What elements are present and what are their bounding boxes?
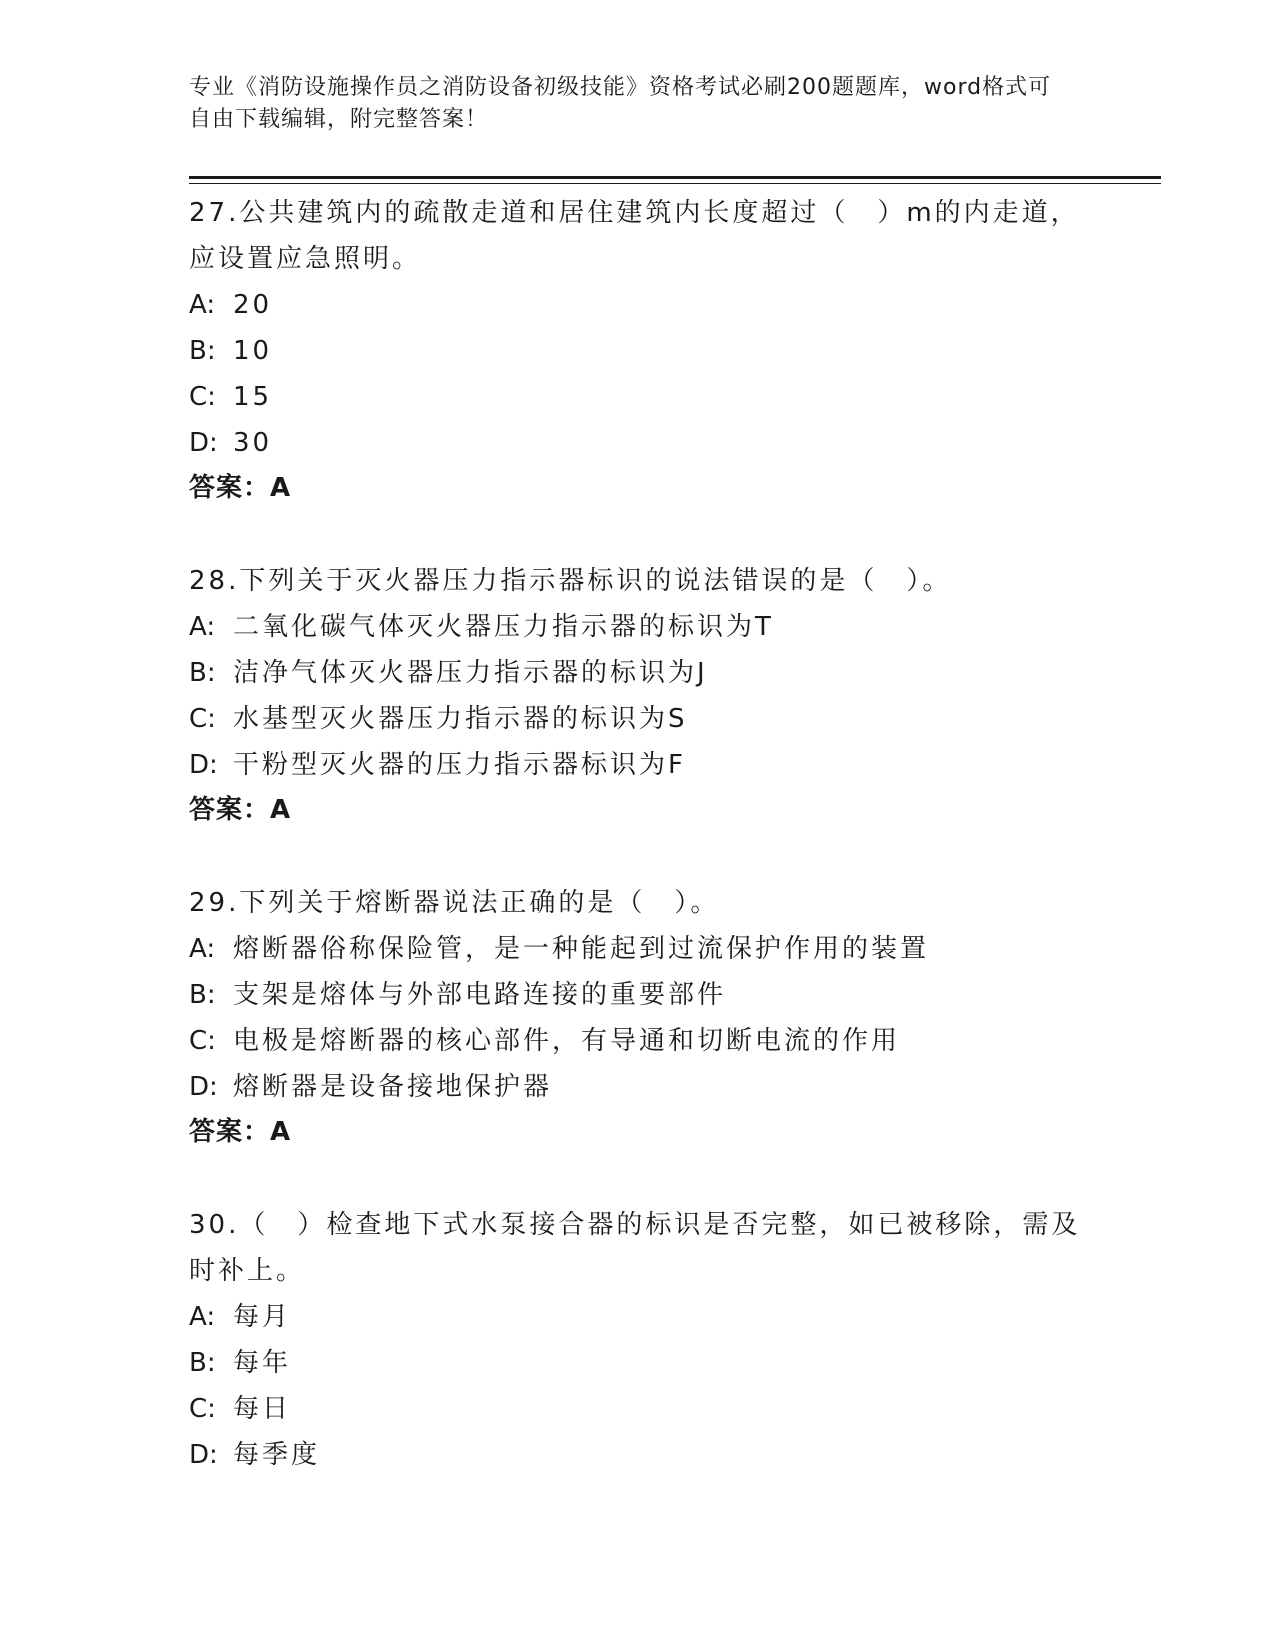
- option-a: [189, 282, 1089, 328]
- answer-label: 答案：A: [189, 795, 292, 825]
- option-a: [189, 604, 1089, 650]
- option-c: [189, 696, 1089, 742]
- header-divider-thick: [189, 176, 1161, 179]
- spacer: [189, 510, 1089, 558]
- option-text: 15: [233, 382, 273, 412]
- option-text: 熔断器是设备接地保护器: [233, 1072, 553, 1102]
- option-b: [189, 972, 1089, 1018]
- option-text: 10: [233, 336, 273, 366]
- option-a: [189, 926, 1089, 972]
- option-key: D:: [189, 428, 218, 458]
- option-text: 每年: [233, 1348, 292, 1378]
- option-key: C:: [189, 1026, 216, 1056]
- option-text: 洁净气体灭火器压力指示器的标识为J: [233, 658, 708, 688]
- option-key: D:: [189, 750, 218, 780]
- option-key: A:: [189, 934, 216, 964]
- option-text: 干粉型灭火器的压力指示器标识为F: [233, 750, 686, 780]
- option-d: [189, 420, 1089, 466]
- option-text: 电极是熔断器的核心部件，有导通和切断电流的作用: [233, 1026, 901, 1056]
- option-key: C:: [189, 382, 216, 412]
- option-key: A:: [189, 290, 216, 320]
- option-key: B:: [189, 658, 216, 688]
- option-key: A:: [189, 1302, 216, 1332]
- question-28: [189, 558, 1089, 832]
- option-d: [189, 1432, 1089, 1478]
- question-stem: 28.下列关于灭火器压力指示器标识的说法错误的是（ ）。: [189, 566, 952, 596]
- option-key: B:: [189, 336, 216, 366]
- option-a: [189, 1294, 1089, 1340]
- spacer: [189, 1154, 1089, 1202]
- option-key: B:: [189, 980, 216, 1010]
- question-27: [189, 190, 1089, 510]
- option-key: A:: [189, 612, 216, 642]
- option-text: 水基型灭火器压力指示器的标识为S: [233, 704, 688, 734]
- option-text: 每月: [233, 1302, 292, 1332]
- question-stem: 30.（ ）检查地下式水泵接合器的标识是否完整，如已被移除，需及时补上。: [189, 1210, 1081, 1286]
- page-header: 专业《消防设施操作员之消防设备初级技能》资格考试必刷200题题库，word格式可自由下载编辑，附完整答案！: [189, 75, 1052, 132]
- option-c: [189, 1386, 1089, 1432]
- spacer: [189, 832, 1089, 880]
- option-b: [189, 1340, 1089, 1386]
- option-b: [189, 650, 1089, 696]
- option-text: 熔断器俗称保险管，是一种能起到过流保护作用的装置: [233, 934, 930, 964]
- question-stem: 29.下列关于熔断器说法正确的是（ ）。: [189, 888, 720, 918]
- header-divider-thin: [189, 183, 1161, 184]
- option-text: 二氧化碳气体灭火器压力指示器的标识为T: [233, 612, 774, 642]
- option-b: [189, 328, 1089, 374]
- option-text: 支架是熔体与外部电路连接的重要部件: [233, 980, 727, 1010]
- question-list: [189, 190, 1089, 1478]
- option-d: [189, 1064, 1089, 1110]
- question-30: [189, 1202, 1089, 1478]
- option-c: [189, 1018, 1089, 1064]
- option-key: D:: [189, 1440, 218, 1470]
- question-29: [189, 880, 1089, 1154]
- answer-label: 答案：A: [189, 473, 292, 503]
- option-d: [189, 742, 1089, 788]
- option-key: C:: [189, 704, 216, 734]
- option-text: 每季度: [233, 1440, 321, 1470]
- option-key: C:: [189, 1394, 216, 1424]
- option-key: B:: [189, 1348, 216, 1378]
- question-stem: 27.公共建筑内的疏散走道和居住建筑内长度超过（ ）m的内走道，应设置应急照明。: [189, 198, 1080, 274]
- option-key: D:: [189, 1072, 218, 1102]
- option-text: 每日: [233, 1394, 292, 1424]
- option-text: 30: [233, 428, 273, 458]
- option-c: [189, 374, 1089, 420]
- answer-label: 答案：A: [189, 1117, 292, 1147]
- option-text: 20: [233, 290, 273, 320]
